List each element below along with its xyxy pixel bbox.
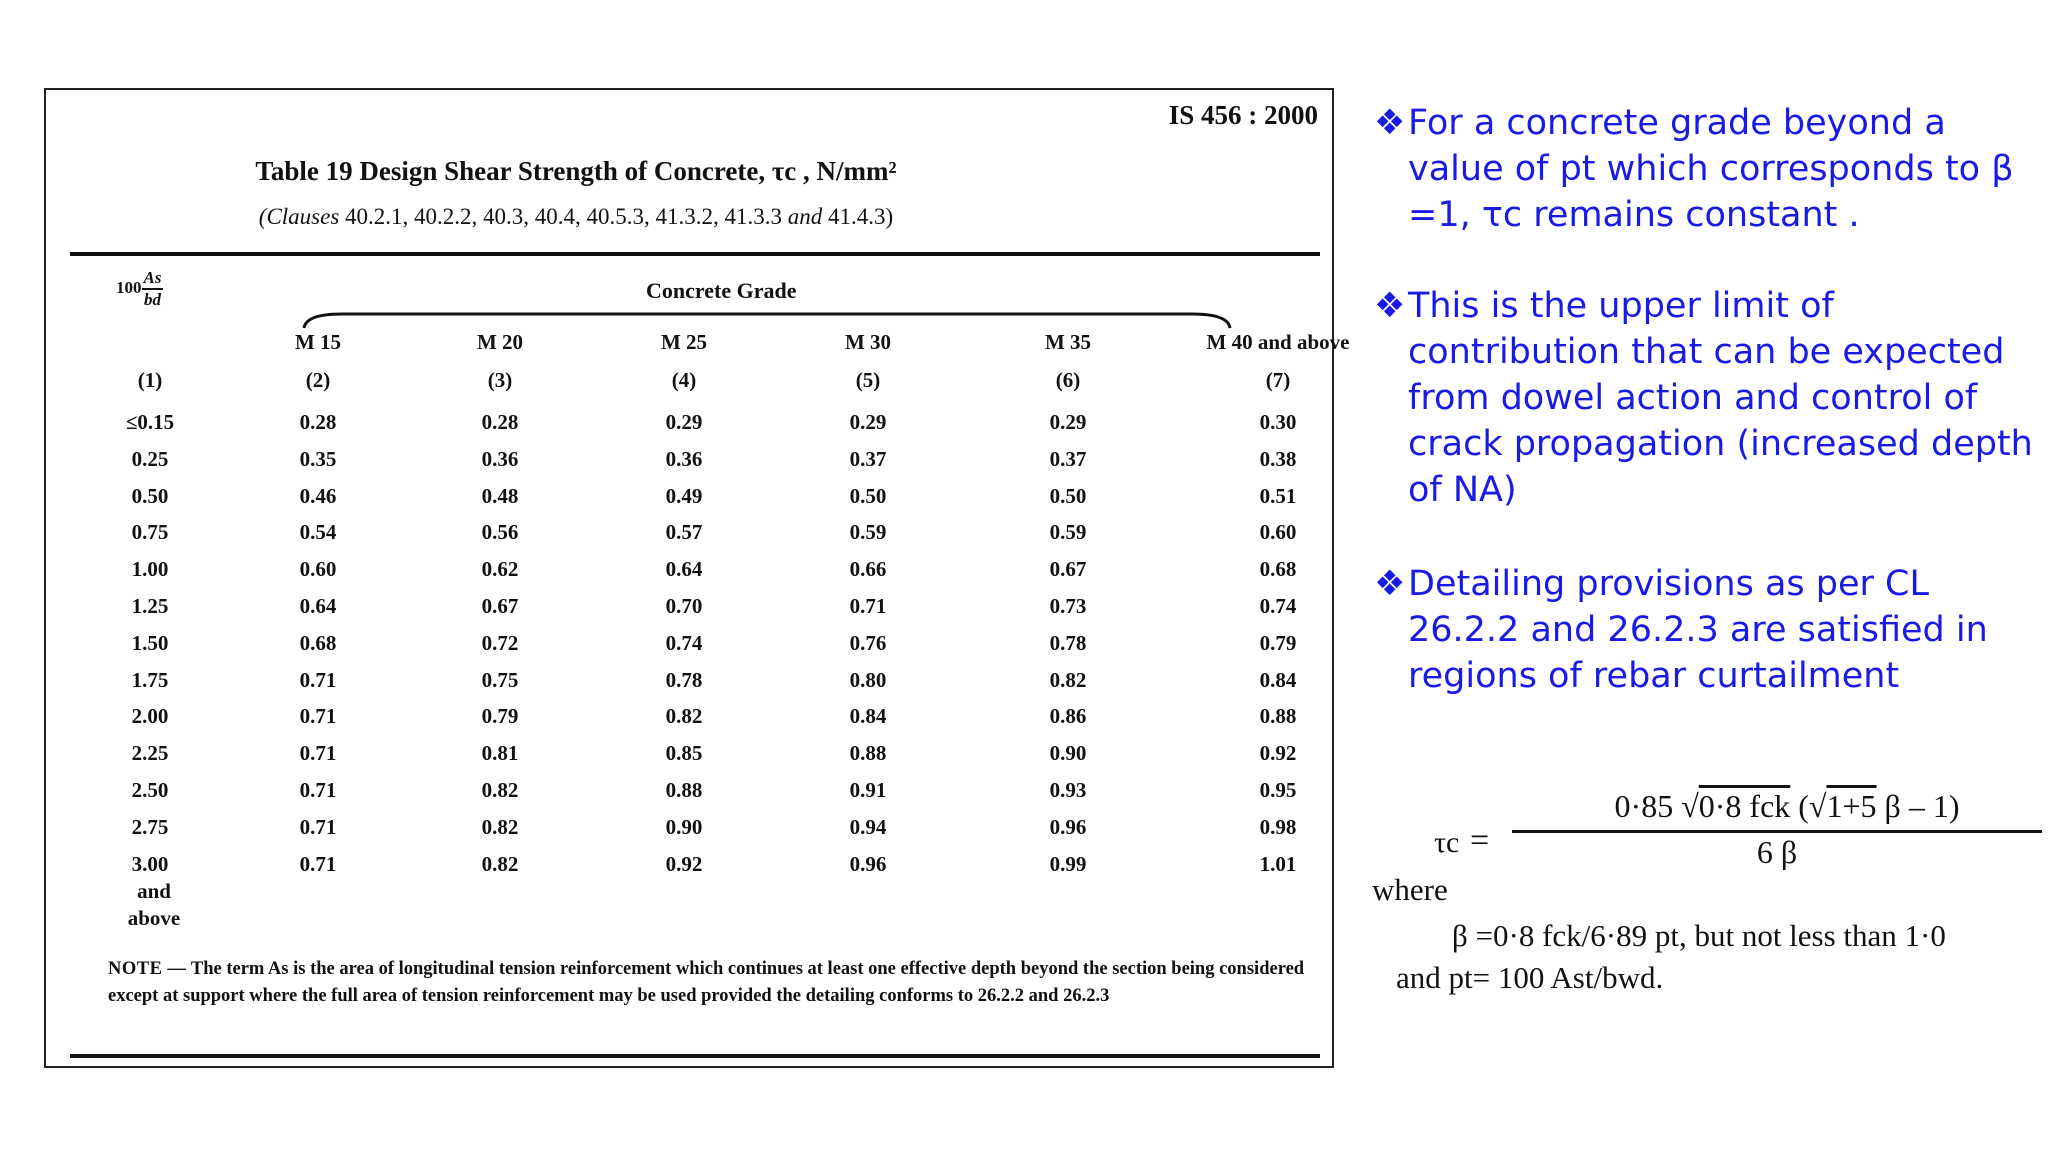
table-cell: 0.48 bbox=[481, 483, 519, 508]
table-cell: 0.85 bbox=[665, 741, 703, 766]
table-cell: 0.98 bbox=[1259, 814, 1297, 839]
clauses-and: and bbox=[787, 204, 823, 229]
table-cell: 0.84 bbox=[1259, 667, 1297, 692]
table-cell: 0.71 bbox=[299, 667, 337, 692]
row-label: 1.50 bbox=[131, 630, 169, 655]
table-cell: 0.30 bbox=[1259, 410, 1297, 434]
table-cell: 0.28 bbox=[481, 410, 519, 434]
row-label: 2.00 bbox=[131, 704, 169, 729]
table-cell: 0.36 bbox=[481, 446, 519, 471]
table-cell: 0.56 bbox=[481, 520, 519, 545]
table-cell: 0.96 bbox=[1049, 814, 1087, 839]
table-cell: 0.37 bbox=[1049, 446, 1087, 471]
top-rule bbox=[70, 252, 1320, 256]
numerator-part-b: 0·8 fck bbox=[1698, 788, 1791, 824]
table-cell: 0.82 bbox=[481, 778, 519, 802]
grade-header: M 35 bbox=[1044, 330, 1092, 354]
table-cell: 0.64 bbox=[299, 594, 337, 618]
table-cell: 0.79 bbox=[1259, 630, 1297, 655]
table-cell: 0.29 bbox=[665, 410, 703, 434]
table-cell: 0.75 bbox=[481, 667, 519, 692]
table-cell: 0.88 bbox=[849, 741, 887, 766]
table-cell: 0.96 bbox=[849, 851, 887, 876]
formula-lhs: τc bbox=[1434, 826, 1460, 859]
grade-header: M 30 bbox=[844, 330, 892, 354]
beta-definition: β =0·8 fck/6·89 pt, but not less than 1·0 bbox=[1452, 918, 1946, 953]
bottom-rule bbox=[70, 1054, 1320, 1058]
numerator-part-e: β – 1) bbox=[1876, 788, 1960, 824]
table-cell: 0.49 bbox=[665, 483, 703, 508]
bullet-3-text: Detailing provisions as per CL 26.2.2 and 26.2.3 are satisfied in regions of rebar curtailment bbox=[1408, 564, 1988, 696]
diamond-bullet-icon: ❖ bbox=[1374, 103, 1406, 143]
formula-denominator: 6 β bbox=[1756, 834, 1798, 870]
table-cell: 0.99 bbox=[1049, 851, 1087, 876]
row-label: 1.00 bbox=[131, 557, 169, 582]
clauses-list: 40.2.1, 40.2.2, 40.3, 40.4, 40.5.3, 41.3.2, 41.3.3 bbox=[345, 204, 783, 229]
ratio-numerator: As bbox=[142, 268, 164, 290]
row-label-extra: and bbox=[137, 878, 171, 903]
ratio-fraction bbox=[142, 268, 164, 310]
table-note bbox=[108, 956, 1308, 1010]
table-cell: 0.71 bbox=[299, 704, 337, 729]
table-cell: 0.66 bbox=[849, 557, 887, 582]
table-cell: 1.01 bbox=[1259, 851, 1297, 876]
table-cell: 0.72 bbox=[481, 630, 519, 655]
grade-header: M 20 bbox=[476, 330, 524, 354]
table-cell: 0.91 bbox=[849, 778, 887, 802]
table-cell: 0.36 bbox=[665, 446, 703, 471]
formula-where: where bbox=[1372, 872, 1448, 907]
table-cell: 0.57 bbox=[665, 520, 703, 545]
table-cell: 0.64 bbox=[665, 557, 703, 582]
diamond-bullet-icon: ❖ bbox=[1374, 564, 1406, 604]
numerator-part-a: 0·85 √ bbox=[1614, 788, 1699, 824]
shear-strength-table bbox=[44, 88, 1350, 1068]
row-label-extra: above bbox=[127, 905, 181, 930]
row-label: 2.25 bbox=[131, 741, 169, 766]
bullet-1-text: For a concrete grade beyond a value of pt which corresponds to β =1, τc remains constant . bbox=[1408, 103, 2014, 235]
table-cell: 0.82 bbox=[1049, 667, 1087, 692]
table-cell: 0.76 bbox=[849, 630, 887, 655]
table-cell: 0.37 bbox=[849, 446, 887, 471]
table-cell: 0.71 bbox=[299, 778, 337, 802]
ratio-denominator: bd bbox=[143, 290, 161, 309]
row-label: 0.75 bbox=[131, 520, 169, 545]
table-cell: 0.70 bbox=[665, 594, 703, 618]
row-label: 2.50 bbox=[131, 778, 169, 802]
column-number: (6) bbox=[1055, 368, 1081, 392]
table-cell: 0.28 bbox=[299, 410, 337, 434]
table-title: Table 19 Design Shear Strength of Concrete, τc , N/mm² bbox=[255, 156, 897, 186]
table-clauses bbox=[46, 204, 1106, 230]
table-cell: 0.84 bbox=[849, 704, 887, 729]
table-cell: 0.71 bbox=[299, 814, 337, 839]
table-cell: 0.88 bbox=[1259, 704, 1297, 729]
row-label: 0.25 bbox=[131, 446, 169, 471]
fraction-bar bbox=[1512, 830, 2042, 833]
table-cell: 0.50 bbox=[1049, 483, 1087, 508]
bullet-1 bbox=[1374, 100, 2034, 238]
row-label: 1.75 bbox=[131, 667, 169, 692]
bullet-2 bbox=[1374, 283, 2034, 513]
table-cell: 0.78 bbox=[1049, 630, 1087, 655]
note-text: The term As is the area of longitudinal tension reinforcement which continues at least one effective depth beyond the section being considered except at support where the full area of tension reinforcement may be used provided the detailing conforms to 26.2.2 and 26.2.3 bbox=[108, 959, 1305, 1006]
table-cell: 0.78 bbox=[665, 667, 703, 692]
column-number: (7) bbox=[1265, 368, 1291, 392]
table-cell: 0.92 bbox=[1259, 741, 1297, 766]
table-cell: 0.74 bbox=[1259, 594, 1297, 618]
table-cell: 0.68 bbox=[1259, 557, 1297, 582]
table-cell: 0.60 bbox=[299, 557, 337, 582]
concrete-grade-header: Concrete Grade bbox=[646, 278, 797, 303]
grade-brace bbox=[302, 306, 1232, 330]
table-cell: 0.82 bbox=[481, 814, 519, 839]
table-cell: 0.94 bbox=[849, 814, 887, 839]
table-cell: 0.95 bbox=[1259, 778, 1297, 802]
row-label: ≤0.15 bbox=[125, 410, 175, 434]
row-label: 2.75 bbox=[131, 814, 169, 839]
table-cell: 0.29 bbox=[1049, 410, 1087, 434]
table-cell: 0.51 bbox=[1259, 483, 1297, 508]
numerator-part-d: 1+5 bbox=[1826, 788, 1877, 824]
standard-reference: IS 456 : 2000 bbox=[1168, 100, 1318, 130]
pt-definition: and pt= 100 Ast/bwd. bbox=[1396, 960, 1664, 995]
table-cell: 0.90 bbox=[1049, 741, 1087, 766]
table-cell: 0.82 bbox=[481, 851, 519, 876]
table-cell: 0.79 bbox=[481, 704, 519, 729]
table-cell: 0.29 bbox=[849, 410, 887, 434]
column-number: (1) bbox=[137, 368, 163, 392]
shear-formula bbox=[1372, 780, 2032, 1020]
row-label: 3.00 bbox=[131, 851, 169, 876]
table-cell: 0.93 bbox=[1049, 778, 1087, 802]
table-cell: 0.92 bbox=[665, 851, 703, 876]
formula-numerator bbox=[1522, 788, 2048, 825]
table-cell: 0.86 bbox=[1049, 704, 1087, 729]
grade-header: M 40 and above bbox=[1206, 330, 1350, 354]
table-cell: 0.60 bbox=[1259, 520, 1297, 545]
ratio-prefix: 100 bbox=[116, 277, 142, 297]
row-label: 0.50 bbox=[131, 483, 169, 508]
table-cell: 0.88 bbox=[665, 778, 703, 802]
table-cell: 0.50 bbox=[849, 483, 887, 508]
table-cell: 0.54 bbox=[299, 520, 337, 545]
grade-header: M 15 bbox=[294, 330, 342, 354]
table-cell: 0.67 bbox=[481, 594, 519, 618]
table-cell: 0.67 bbox=[1049, 557, 1087, 582]
table-cell: 0.59 bbox=[849, 520, 887, 545]
table-cell: 0.38 bbox=[1259, 446, 1297, 471]
table-cell: 0.74 bbox=[665, 630, 703, 655]
formula-equals: = bbox=[1470, 822, 1490, 859]
table-cell: 0.71 bbox=[849, 594, 887, 618]
table-cell: 0.71 bbox=[299, 851, 337, 876]
table-cell: 0.59 bbox=[1049, 520, 1087, 545]
table-cell: 0.82 bbox=[665, 704, 703, 729]
row-label: 1.25 bbox=[131, 594, 169, 618]
table-cell: 0.46 bbox=[299, 483, 337, 508]
table-cell: 0.62 bbox=[481, 557, 519, 582]
numerator-part-c: (√ bbox=[1790, 788, 1827, 824]
bullet-3 bbox=[1374, 561, 2034, 699]
clauses-last: 41.4.3) bbox=[828, 204, 894, 229]
column-number: (2) bbox=[305, 368, 331, 392]
table-cell: 0.73 bbox=[1049, 594, 1087, 618]
clauses-intro: (Clauses bbox=[258, 204, 340, 229]
table-cell: 0.80 bbox=[849, 667, 887, 692]
note-label: NOTE — bbox=[108, 959, 187, 979]
diamond-bullet-icon: ❖ bbox=[1374, 286, 1406, 326]
table-cell: 0.68 bbox=[299, 630, 337, 655]
ratio-header bbox=[116, 268, 163, 310]
table-cell: 0.35 bbox=[299, 446, 337, 471]
table-cell: 0.90 bbox=[665, 814, 703, 839]
grade-header: M 25 bbox=[660, 330, 708, 354]
column-number: (4) bbox=[671, 368, 697, 392]
bullet-2-text: This is the upper limit of contribution that can be expected from dowel action and control of crack propagation (increased depth of NA) bbox=[1408, 286, 2033, 510]
column-number: (3) bbox=[487, 368, 513, 392]
table-cell: 0.81 bbox=[481, 741, 519, 766]
column-number: (5) bbox=[855, 368, 881, 392]
table-cell: 0.71 bbox=[299, 741, 337, 766]
